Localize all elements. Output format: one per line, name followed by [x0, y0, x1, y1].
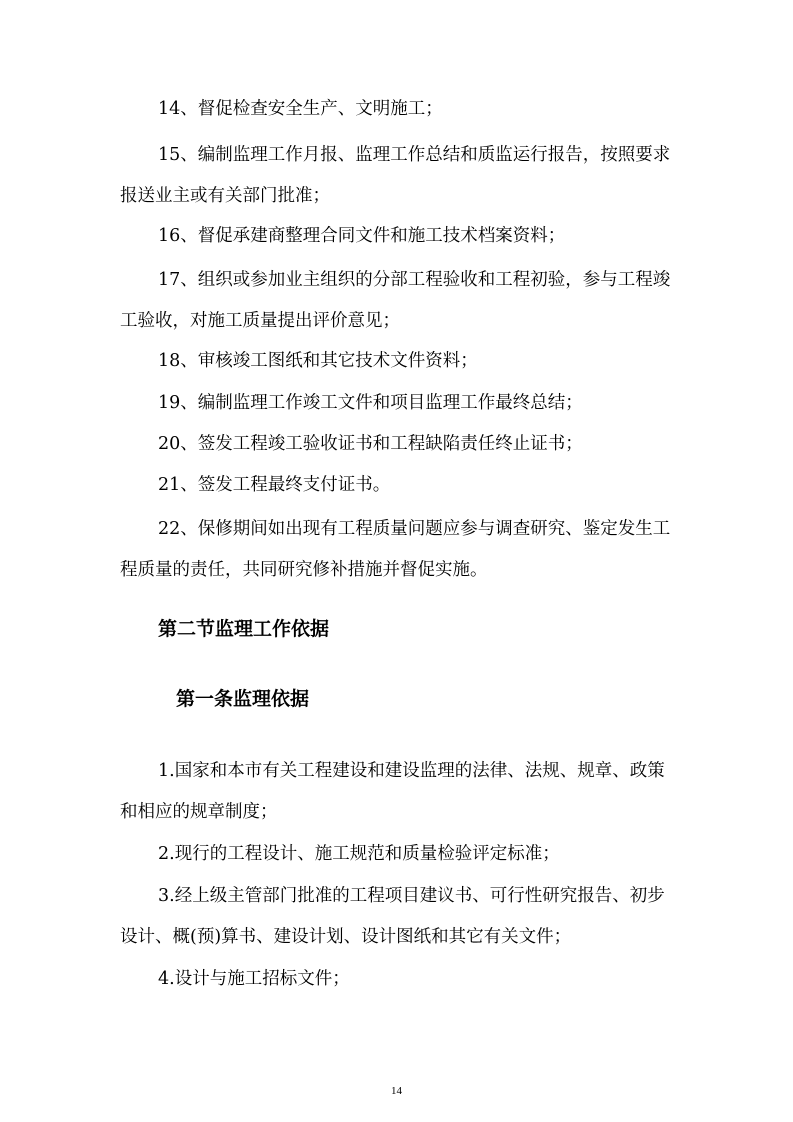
list-item: 19、编制监理工作竣工文件和项目监理工作最终总结； [158, 393, 583, 413]
basis-item: 4.设计与施工招标文件； [158, 969, 350, 989]
list-item: 21、签发工程最终支付证书。 [158, 475, 391, 495]
section-heading: 第二节监理工作依据 [158, 618, 330, 640]
list-item: 14、督促检查安全生产、文明施工； [158, 99, 443, 119]
list-item: 15、编制监理工作月报、监理工作总结和质监运行报告，按照要求报送业主或有关部门批准； [120, 145, 671, 206]
list-item: 20、签发工程竣工验收证书和工程缺陷责任终止证书； [158, 434, 583, 454]
basis-item: 2.现行的工程设计、施工规范和质量检验评定标准； [158, 844, 560, 864]
article-heading: 第一条监理依据 [176, 688, 310, 710]
basis-item: 3.经上级主管部门批准的工程项目建议书、可行性研究报告、初步设计、概(预)算书、建设计划、设计图纸和其它有关文件； [120, 886, 665, 947]
list-item: 18、审核竣工图纸和其它技术文件资料； [158, 351, 478, 371]
page-number: 14 [391, 1085, 402, 1097]
list-item: 17、组织或参加业主组织的分部工程验收和工程初验，参与工程竣工验收，对施工质量提出评价意见； [120, 270, 671, 331]
basis-item: 1.国家和本市有关工程建设和建设监理的法律、法规、规章、政策和相应的规章制度； [120, 761, 665, 822]
list-item: 16、督促承建商整理合同文件和施工技术档案资料； [158, 226, 566, 246]
list-item: 22、保修期间如出现有工程质量问题应参与调查研究、鉴定发生工程质量的责任，共同研究修补措施并督促实施。 [120, 519, 671, 580]
